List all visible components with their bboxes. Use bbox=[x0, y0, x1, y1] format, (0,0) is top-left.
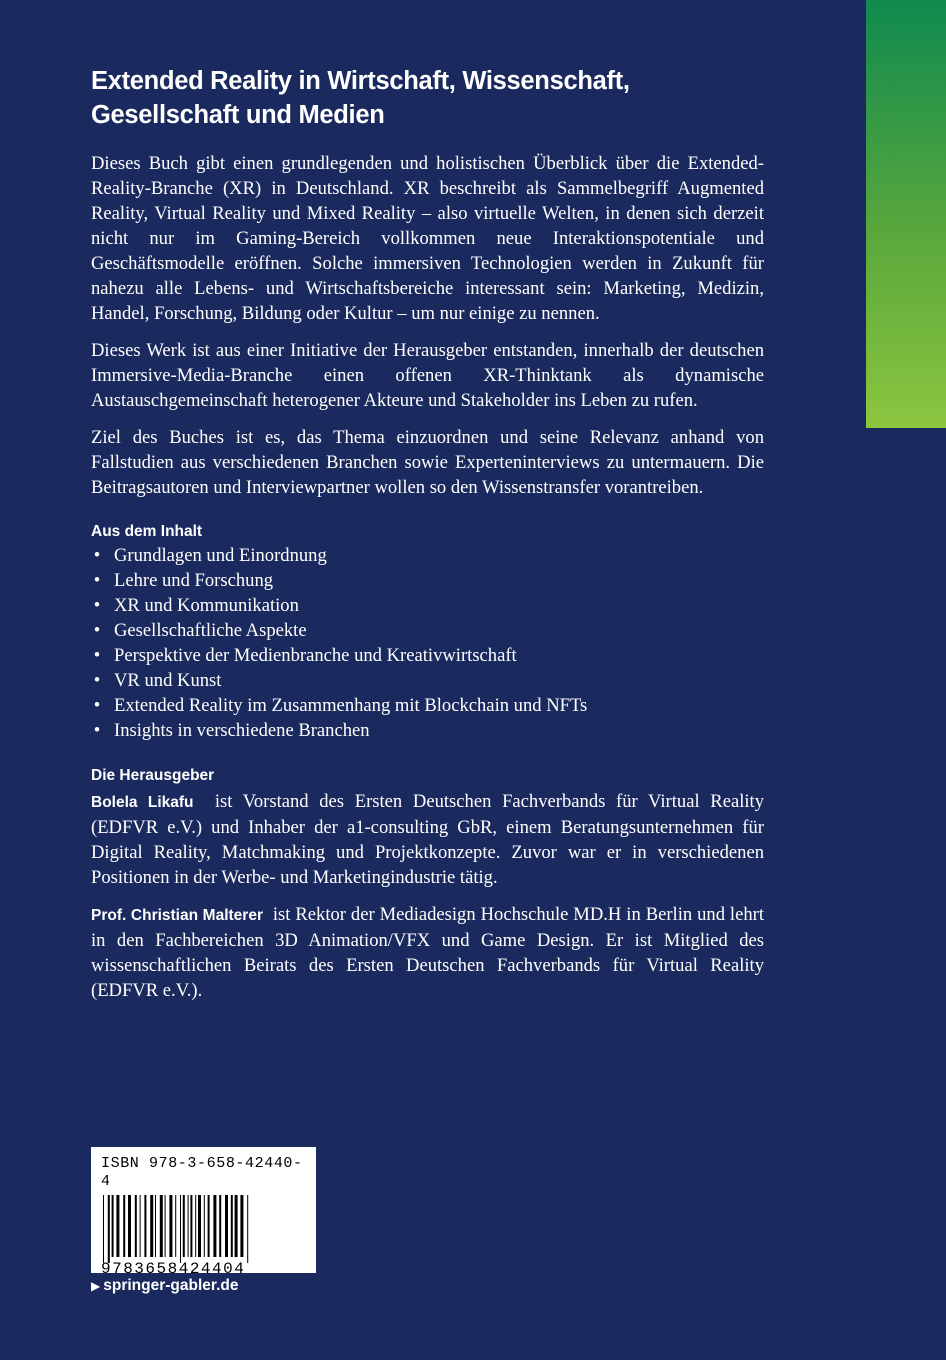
barcode-bar bbox=[198, 1195, 201, 1257]
publisher-website-link[interactable] bbox=[91, 1277, 238, 1295]
barcode-bar bbox=[175, 1195, 176, 1257]
description-paragraph-3: Ziel des Buches ist es, das Thema einzuordnen und seine Relevanz anhand von Fallstudien aus verschiedenen Branchen sowie Experteninterviews zu untermauern. Die Beitragsautoren und Interviewpartner wollen so den Wissenstransfer vorantreiben. bbox=[91, 427, 764, 498]
toc-item-label: Grundlagen und Einordnung bbox=[114, 545, 327, 566]
barcode-bar bbox=[160, 1195, 163, 1257]
bullet-icon: • bbox=[93, 620, 101, 641]
barcode-bar bbox=[188, 1195, 189, 1257]
toc-item bbox=[91, 543, 764, 568]
barcode-bar bbox=[183, 1195, 185, 1257]
toc-item bbox=[91, 643, 764, 668]
barcode-bar bbox=[128, 1195, 131, 1257]
toc-list bbox=[91, 543, 764, 743]
triangle-right-icon: ▶ bbox=[91, 1279, 101, 1293]
barcode-bar bbox=[123, 1195, 125, 1257]
editor-name-2: Prof. Christian Malterer bbox=[91, 907, 263, 924]
barcode-bars bbox=[101, 1195, 306, 1263]
bullet-icon: • bbox=[93, 570, 101, 591]
bullet-icon: • bbox=[93, 720, 101, 741]
toc-item bbox=[91, 568, 764, 593]
bullet-icon: • bbox=[93, 595, 101, 616]
editor-bio-text-2: ist Rektor der Mediadesign Hochschule MD.H in Berlin und lehrt in den Fachbereichen 3D Animation/VFX und Game Design. Er ist Mitglied des wissenschaftlichen Beirats des Ersten Deutschen Fachverbands für Virtual Reality (EDFVR e.V.). bbox=[91, 904, 765, 1001]
book-title: Extended Reality in Wirtschaft, Wissenschaft, Gesellschaft und Medien bbox=[91, 67, 630, 129]
editor-bio-2 bbox=[91, 902, 764, 1003]
bullet-icon: • bbox=[93, 545, 101, 566]
toc-item bbox=[91, 668, 764, 693]
description-paragraph-2: Dieses Werk ist aus einer Initiative der Herausgeber entstanden, innerhalb der deutschen Immersive-Media-Branche einen offenen XR-Thinktank als dynamische Austauschgemeinschaft heterogener Akteure und Stakeholder ins Leben zu rufen. bbox=[91, 340, 764, 411]
barcode-bar bbox=[165, 1195, 166, 1257]
barcode-bar bbox=[135, 1195, 137, 1257]
editor-name-1: Bolela Likafu bbox=[91, 794, 194, 811]
barcode-bar bbox=[150, 1195, 153, 1257]
accent-bar bbox=[866, 0, 946, 428]
isbn-label: ISBN 978-3-658-42440-4 bbox=[101, 1155, 303, 1190]
barcode-bar bbox=[204, 1195, 205, 1257]
toc-item-label: Lehre und Forschung bbox=[114, 570, 274, 591]
barcode-bar bbox=[235, 1195, 238, 1257]
toc-heading: Aus dem Inhalt bbox=[91, 523, 203, 540]
editor-bio-1 bbox=[91, 789, 764, 890]
bullet-icon: • bbox=[93, 670, 101, 691]
toc-item-label: Extended Reality im Zusammenhang mit Blockchain und NFTs bbox=[114, 695, 588, 716]
editors-heading: Die Herausgeber bbox=[91, 767, 215, 784]
isbn-barcode bbox=[91, 1147, 316, 1278]
barcode-bar bbox=[108, 1195, 110, 1263]
barcode-bar bbox=[169, 1195, 172, 1257]
toc-item-label: Perspektive der Medienbranche und Kreativwirtschaft bbox=[114, 645, 517, 666]
barcode-bar bbox=[180, 1195, 181, 1263]
barcode-digits: 9783658424404 bbox=[101, 1260, 246, 1278]
toc-item bbox=[91, 593, 764, 618]
barcode-bar bbox=[225, 1195, 228, 1257]
toc-item bbox=[91, 618, 764, 643]
barcode-bar bbox=[103, 1195, 104, 1263]
barcode-bar bbox=[190, 1195, 192, 1257]
description-paragraph-1: Dieses Buch gibt einen grundlegenden und holistischen Überblick über die Extended-Reality-Branche (XR) in Deutschland. XR beschreibt als Sammelbegriff Augmented Reality, Virtual Reality und Mixed Reality – also virtuelle Welten, in denen sich derzeit nicht nur im Gaming-Bereich vollkommen neue Interaktionspotentiale und Geschäftsmodelle eröffnen. Solche immersiven Technologien werden in Zukunft für nahezu alle Lebens- und Wirtschaftsbereiche interessant sein: Marketing, Medizin, Handel, Forschung, Bildung oder Kultur – um nur einige zu nennen. bbox=[91, 153, 764, 324]
toc-item bbox=[91, 718, 764, 743]
toc-item-label: VR und Kunst bbox=[114, 670, 222, 691]
website-url: springer-gabler.de bbox=[103, 1277, 239, 1294]
barcode-bar bbox=[112, 1195, 114, 1257]
barcode-bar bbox=[240, 1195, 243, 1257]
barcode-bar bbox=[195, 1195, 196, 1257]
barcode-bar bbox=[213, 1195, 216, 1257]
toc-item bbox=[91, 693, 764, 718]
toc-item-label: XR und Kommunikation bbox=[114, 595, 299, 616]
barcode-bar bbox=[144, 1195, 146, 1257]
toc-item-label: Insights in verschiedene Branchen bbox=[114, 720, 370, 741]
barcode-bar bbox=[140, 1195, 141, 1257]
toc-item-label: Gesellschaftliche Aspekte bbox=[114, 620, 307, 641]
back-cover-content bbox=[91, 64, 764, 1015]
bullet-icon: • bbox=[93, 695, 101, 716]
barcode-bar bbox=[155, 1195, 156, 1257]
bullet-icon: • bbox=[93, 645, 101, 666]
barcode-bar bbox=[116, 1195, 119, 1257]
barcode-bar bbox=[208, 1195, 210, 1257]
barcode-bar bbox=[219, 1195, 221, 1257]
barcode-bar bbox=[231, 1195, 233, 1257]
editor-bio-text-1: ist Vorstand des Ersten Deutschen Fachverbands für Virtual Reality (EDFVR e.V.) und Inhaber der a1-consulting GbR, einem Beratungsunternehmen für Digital Reality, Matchmaking und Projektkonzepte. Zuvor war er in verschiedenen Positionen in der Werbe- und Marketingindustrie tätig. bbox=[91, 791, 764, 888]
barcode-bar bbox=[247, 1195, 248, 1263]
